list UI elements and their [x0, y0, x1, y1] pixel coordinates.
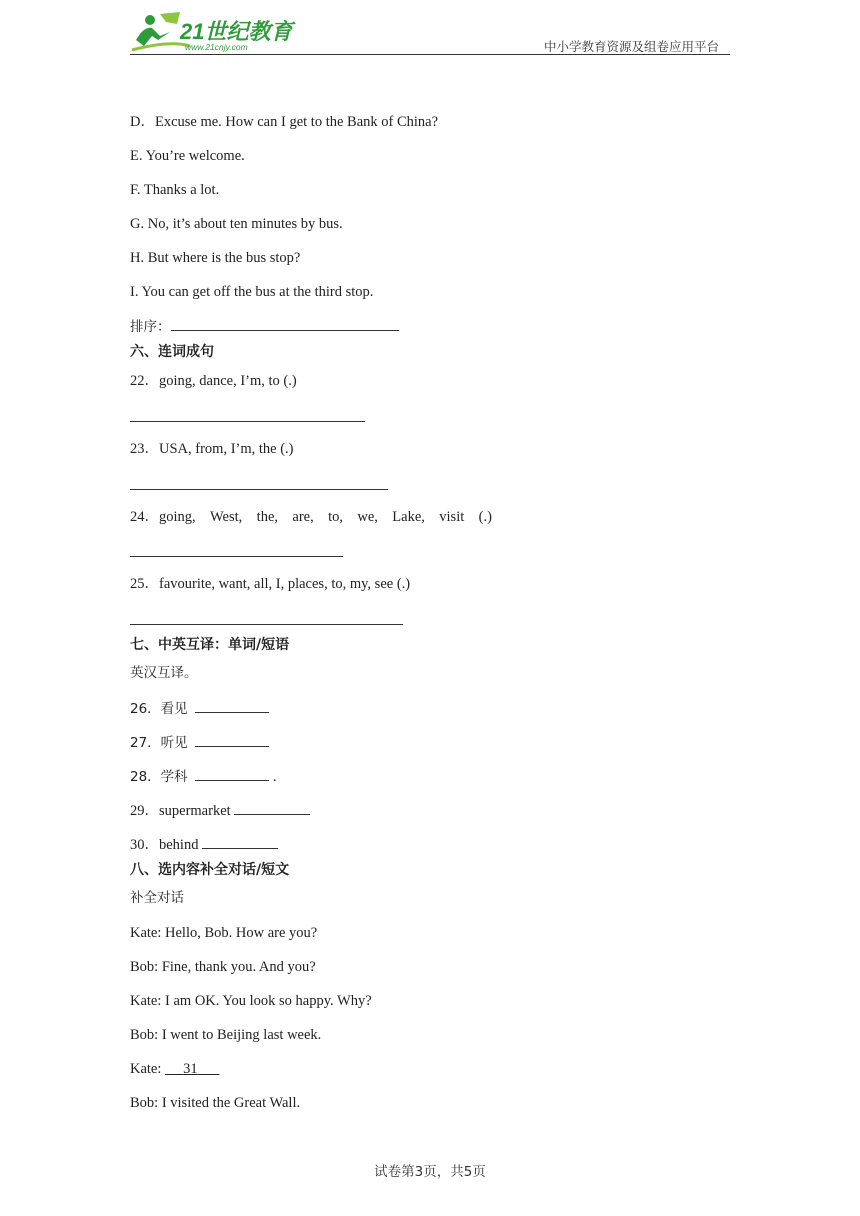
header-divider: [130, 54, 730, 55]
order-row: [130, 316, 399, 336]
option-h: H. But where is the bus stop?: [130, 250, 301, 266]
question-29: [130, 800, 310, 820]
option-i: I. You can get off the bus at the third stop.: [130, 284, 374, 300]
option-d: D．Excuse me. How can I get to the Bank of China?: [130, 114, 439, 130]
dialogue-line: Bob: I went to Beijing last week.: [130, 1027, 322, 1043]
runner-logo-icon: [130, 10, 300, 52]
question-24: [130, 508, 492, 526]
word: visit: [439, 509, 465, 525]
order-label: 排序：: [130, 319, 171, 335]
answer-blank-27[interactable]: [195, 732, 269, 747]
question-27-text: 27．听见: [130, 735, 188, 751]
section-8-instruction: 补全对话: [130, 890, 184, 906]
question-29-text: 29．supermarket: [130, 803, 231, 819]
question-25: 25．favourite, want, all, I, places, to, my, see (.): [130, 576, 411, 592]
section-8-heading: 八、选内容补全对话/短文: [130, 862, 290, 878]
dialogue-line-31: [130, 1060, 219, 1078]
question-26: [130, 698, 269, 718]
answer-blank-30[interactable]: [202, 834, 278, 849]
question-30-text: 30．behind: [130, 837, 199, 853]
answer-blank-29[interactable]: [234, 800, 310, 815]
question-28: [130, 766, 277, 786]
word: we,: [357, 509, 378, 525]
blank-31[interactable]: [165, 1061, 219, 1077]
dialogue-line: Kate: I am OK. You look so happy. Why?: [130, 993, 372, 1009]
answer-line-25[interactable]: [130, 624, 403, 625]
site-logo: [130, 10, 300, 52]
question-28-text: 28．学科: [130, 769, 188, 785]
answer-line-23[interactable]: [130, 489, 388, 490]
word: West,: [210, 509, 243, 525]
order-answer-blank[interactable]: [171, 316, 399, 331]
word: (.): [478, 509, 492, 525]
word: to,: [328, 509, 343, 525]
answer-blank-26[interactable]: [195, 698, 269, 713]
dialogue-speaker: Kate:: [130, 1061, 162, 1077]
section-7-heading: 七、中英互译：单词/短语: [130, 637, 290, 653]
question-24-words: [130, 508, 492, 526]
word: Lake,: [392, 509, 425, 525]
question-30: [130, 834, 278, 854]
dialogue-line: Bob: Fine, thank you. And you?: [130, 959, 316, 975]
logo-url-text: www.21cnjy.com: [185, 42, 248, 52]
blank-31-number: 31: [183, 1061, 198, 1077]
platform-title: 中小学教育资源及组卷应用平台: [543, 39, 719, 54]
question-28-period: .: [272, 769, 277, 785]
option-g: G. No, it’s about ten minutes by bus.: [130, 216, 343, 232]
question-23: 23．USA, from, I’m, the (.): [130, 441, 294, 457]
dialogue-line: Bob: I visited the Great Wall.: [130, 1095, 301, 1111]
answer-line-22[interactable]: [130, 421, 365, 422]
word: are,: [292, 509, 314, 525]
page-footer: 试卷第3页，共5页: [374, 1164, 486, 1180]
dialogue-line: Kate: Hello, Bob. How are you?: [130, 925, 318, 941]
answer-line-24[interactable]: [130, 556, 343, 557]
section-6-heading: 六、连词成句: [130, 344, 214, 360]
word: the,: [256, 509, 279, 525]
question-22: 22．going, dance, I’m, to (.): [130, 373, 297, 389]
option-e: E. You’re welcome.: [130, 148, 245, 164]
section-7-instruction: 英汉互译。: [130, 665, 198, 681]
word: 24．going,: [130, 509, 196, 525]
answer-blank-28[interactable]: [195, 766, 269, 781]
question-26-text: 26．看见: [130, 701, 188, 717]
question-27: [130, 732, 269, 752]
logo-text: 21世纪教育: [180, 19, 293, 44]
option-f: F. Thanks a lot.: [130, 182, 220, 198]
